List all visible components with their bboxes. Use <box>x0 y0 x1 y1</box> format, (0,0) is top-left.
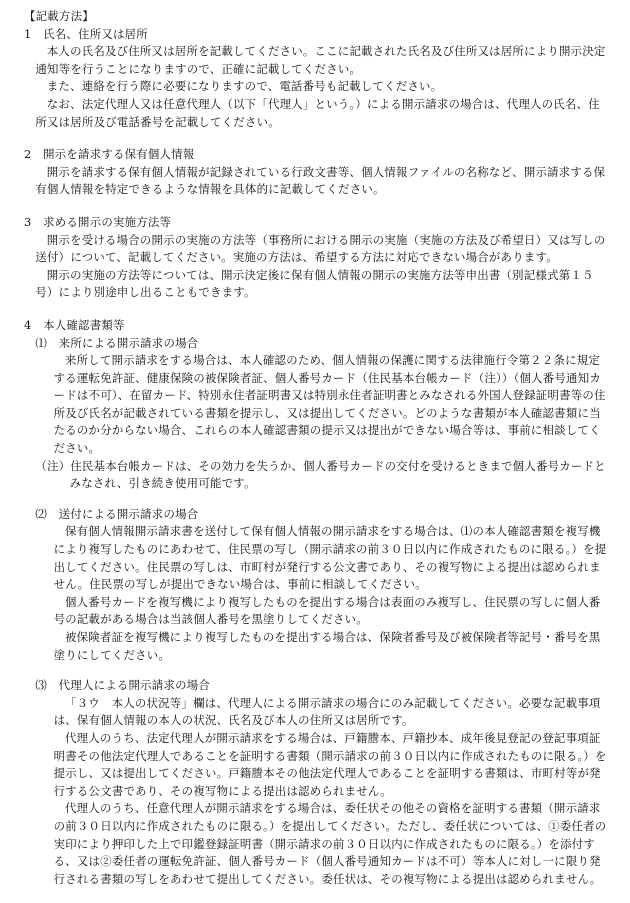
section-4-sub-3 <box>24 677 610 888</box>
section-4-sub-2 <box>24 506 610 664</box>
document-header: 【記載方法】 <box>24 9 94 23</box>
section-3-paragraph-1: 開示を受ける場合の開示の実施の方法等（事務所における開示の実施（実施の方法及び希望日）又は写しの送付）について、記載してください。実施の方法は、希望する方法に対応できない場合があります。 <box>35 232 606 265</box>
section-2 <box>24 146 610 199</box>
sub-2-paragraph-1: 保有個人情報開示請求書を送付して保有個人情報の開示請求をする場合は、⑴の本人確認書類を複写機により複写したものにあわせて、住民票の写し（開示請求の前３０日以内に作成されたものに限る。）を提出してください。住民票の写しは、市町村が発行する公文書であり、その複写物による提出は認められません。住民票の写しが提出できない場合は、事前に相談してください。 <box>53 524 607 592</box>
section-3-heading: 3 求める開示の実施方法等 <box>24 214 172 229</box>
section-4-sub-1 <box>24 335 610 493</box>
sub-3-heading: ⑶ 代理人による開示請求の場合 <box>35 678 211 693</box>
section-4 <box>24 317 610 888</box>
sub-3-paragraph-3: 代理人のうち、任意代理人が開示請求をする場合は、委任状その他その資格を証明する書類（開示請求の前３０日以内に作成されたものに限る。）を提出してください。ただし、委任状については、①委任者の実印により押印した上で印鑑登録証明書（開示請求の前３０日以内に作成されたものに限る。）を添付する、又は②委任者の運転免許証、個人番号カード（個人番号通知カードは不可）等本人に対し一に限り発行される書類の写しをあわせて提出してください。委任状は、その複写物による提出は認められません。 <box>53 801 607 886</box>
section-1-heading: 1 氏名、住所又は居所 <box>24 26 148 41</box>
sub-2-heading: ⑵ 送付による開示請求の場合 <box>35 506 199 521</box>
section-3-paragraph-2: 開示の実施の方法等については、開示決定後に保有個人情報の開示の実施方法等申出書（別記様式第１５号）により別途申し出ることもできます。 <box>35 267 594 300</box>
section-1-paragraph-3: なお、法定代理人又は任意代理人（以下「代理人」という。）による開示請求の場合は、代理人の氏名、住所又は居所及び電話番号を記載してください。 <box>35 96 600 129</box>
section-1-paragraph-1: 本人の氏名及び住所又は居所を記載してください。ここに記載された氏名及び住所又は居所により開示決定通知等を行うことになりますので、正確に記載してください。 <box>35 44 606 76</box>
sub-1-heading: ⑴ 来所による開示請求の場合 <box>35 335 199 350</box>
section-2-paragraph-1: 開示を請求する保有個人情報が記録されている行政文書等、個人情報ファイルの名称など、開示請求する保有個人情報を特定できるような情報を具体的に記載してください。 <box>35 164 606 197</box>
section-2-heading: 2 開示を請求する保有個人情報 <box>24 147 195 162</box>
section-1-paragraph-2: また、連絡を行う際に必要になりますので、電話番号も記載してください。 <box>46 79 443 94</box>
sub-3-paragraph-2: 代理人のうち、法定代理人が開示請求をする場合は、戸籍謄本、戸籍抄本、成年後見登記の登記事項証明書その他法定代理人であることを証明する書類（開示請求の前３０日以内に作成されたものに限る。）を提示し、又は提出してください。戸籍謄本その他法定代理人であることを証明する書類は、市町村等が発行する公文書であり、その複写物による提出は認められません。 <box>53 730 607 798</box>
section-4-heading: 4 本人確認書類等 <box>24 317 125 332</box>
sub-2-paragraph-2: 個人番号カードを複写機により複写したものを提出する場合は表面のみ複写し、住民票の写しに個人番号の記載がある場合は当該個人番号を黒塗りしてください。 <box>53 594 601 627</box>
section-3 <box>24 214 610 302</box>
section-1 <box>24 26 610 132</box>
sub-1-note: （注）住民基本台帳カードは、その効力を失うか、個人番号カードの交付を受けるときまで個人番号カードとみなされ、引き続き使用可能です。 <box>35 458 606 491</box>
sub-3-paragraph-1: 「３ウ 本人の状況等」欄は、代理人による開示請求の場合にのみ記載してください。必要な記載事項は、保有個人情報の本人の状況、氏名及び本人の住所又は居所です。 <box>53 695 601 728</box>
sub-2-paragraph-3: 被保険者証を複写機により複写したものを提出する場合は、保険者番号及び被保険者等記号・番号を黒塗りにしてください。 <box>53 630 601 662</box>
sub-1-paragraph-1: 来所して開示請求をする場合は、本人確認のため、個人情報の保護に関する法律施行令第２２条に規定する運転免許証、健康保険の被保険者証、個人番号カード（住民基本台帳カード（注））（個人番号通知カードは不可）、在留カード、特別永住者証明書又は特別永住者証明書とみなされる外国人登録証明書等の住所及び氏名が記載されている書類を提示し、又は提出してください。どのような書類が本人確認書類に当たるのか分からない場合、これらの本人確認書類の提示又は提出ができない場合等は、事前に相談してください。 <box>53 353 606 456</box>
